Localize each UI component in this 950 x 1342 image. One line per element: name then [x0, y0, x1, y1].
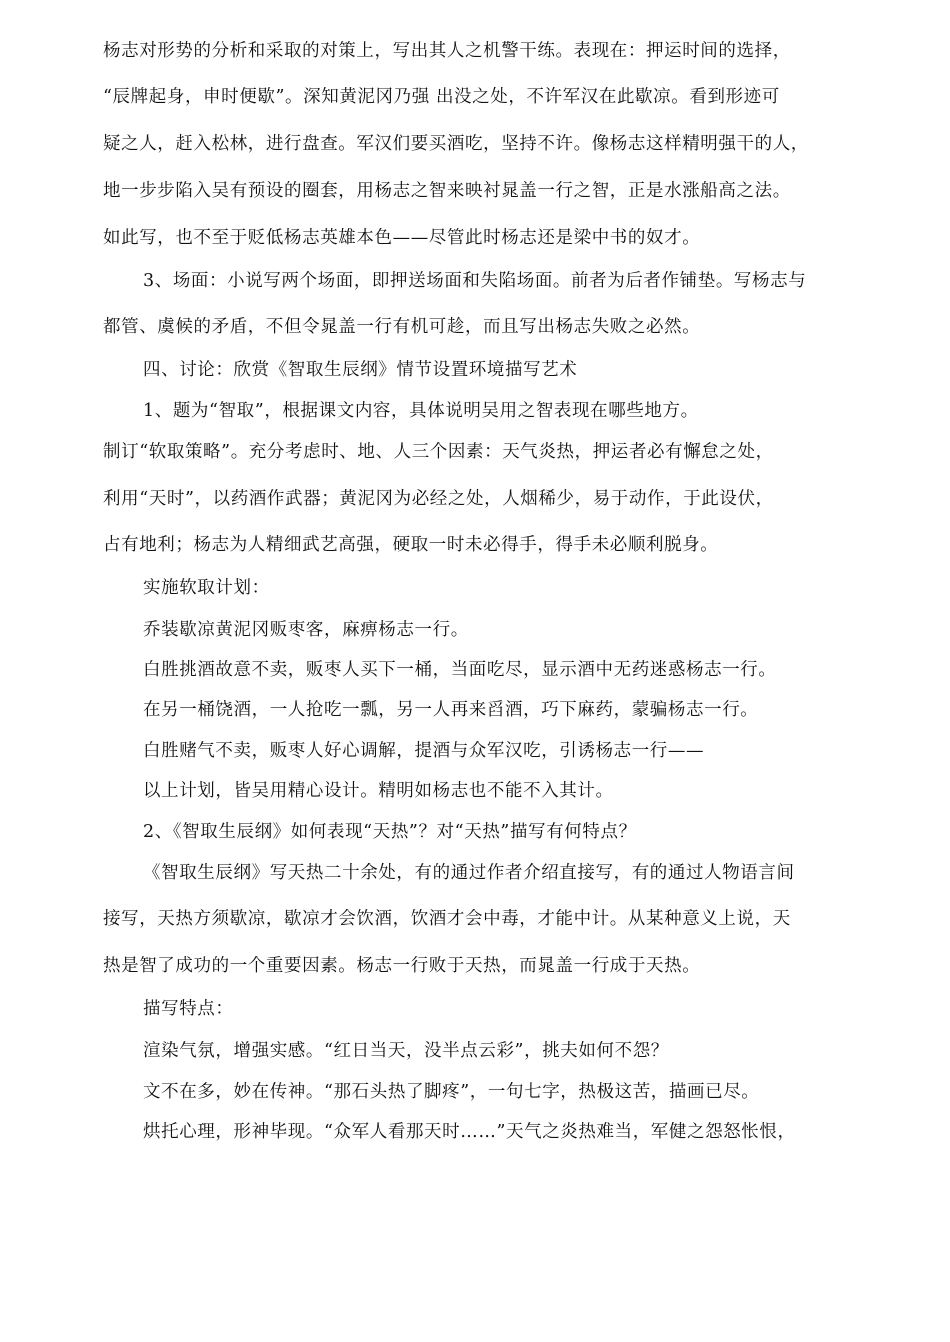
question-line: 2、《智取生辰纲》如何表现“天热”？对“天热”描写有何特点？ — [143, 822, 637, 842]
paragraph-line: 地一步步陷入吴有预设的圈套，用杨志之智来映衬晁盖一行之智，正是水涨船高之法。 — [103, 181, 791, 201]
list-item: 乔装歇凉黄泥冈贩枣客，麻痹杨志一行。 — [143, 620, 469, 640]
paragraph-line: 实施软取计划： — [143, 578, 270, 598]
paragraph-line: 如此写，也不至于贬低杨志英雄本色——尽管此时杨志还是梁中书的奴才。 — [103, 228, 701, 248]
question-line: 1、题为“智取”，根据课文内容，具体说明吴用之智表现在哪些地方。 — [143, 401, 699, 421]
paragraph-line: 都管、虞候的矛盾，不但令晁盖一行有机可趁，而且写出杨志失败之必然。 — [103, 317, 701, 337]
paragraph-line: 热是智了成功的一个重要因素。杨志一行败于天热，而晁盖一行成于天热。 — [103, 956, 701, 976]
list-item: 白胜赌气不卖，贩枣人好心调解，提酒与众军汉吃，引诱杨志一行—— — [143, 741, 705, 761]
paragraph-line: 占有地利；杨志为人精细武艺高强，硬取一时未必得手，得手未必顺利脱身。 — [103, 535, 719, 555]
paragraph-line: 制订“软取策略”。充分考虑时、地、人三个因素：天气炎热，押运者必有懈怠之处， — [103, 442, 774, 462]
section-heading: 四、讨论：欣赏《智取生辰纲》情节设置环境描写艺术 — [143, 360, 578, 380]
list-item: 在另一桶饶酒，一人抢吃一瓢，另一人再来舀酒，巧下麻药，蒙骗杨志一行。 — [143, 700, 759, 720]
paragraph-line: 接写，天热方须歇凉，歇凉才会饮酒，饮酒才会中毒，才能中计。从某种意义上说，天 — [103, 909, 791, 929]
paragraph-line: 利用“天时”，以药酒作武器；黄泥冈为必经之处，人烟稀少，易于动作，于此设伏， — [103, 489, 774, 509]
paragraph-line: 《智取生辰纲》写天热二十余处，有的通过作者介绍直接写，有的通过人物语言间 — [143, 863, 795, 883]
list-item: 白胜挑酒故意不卖，贩枣人买下一桶，当面吃尽，显示酒中无药迷惑杨志一行。 — [143, 660, 777, 680]
paragraph-line: 疑之人，赶入松林，进行盘查。军汉们要买酒吃，坚持不许。像杨志这样精明强干的人， — [103, 134, 809, 154]
paragraph-line: 以上计划，皆吴用精心设计。精明如杨志也不能不入其计。 — [143, 781, 614, 801]
paragraph-line: 杨志对形势的分析和采取的对策上，写出其人之机警干练。表现在：押运时间的选择， — [103, 41, 791, 61]
paragraph-line: “辰牌起身，申时便歇”。深知黄泥冈乃强 出没之处，不许军汉在此歇凉。看到形迹可 — [103, 87, 780, 107]
paragraph-line: 描写特点： — [143, 999, 234, 1019]
list-item: 文不在多，妙在传神。“那石头热了脚疼”，一句七字，热极这苦，描画已尽。 — [143, 1082, 760, 1102]
section-heading: 3、场面：小说写两个场面，即押送场面和失陷场面。前者为后者作铺垫。写杨志与 — [143, 271, 807, 291]
list-item: 渲染气氛，增强实感。“红日当天，没半点云彩”，挑夫如何不怨？ — [143, 1041, 669, 1061]
list-item: 烘托心理，形神毕现。“众军人看那天时……”天气之炎热难当，军健之怨怒怅恨， — [143, 1122, 796, 1142]
